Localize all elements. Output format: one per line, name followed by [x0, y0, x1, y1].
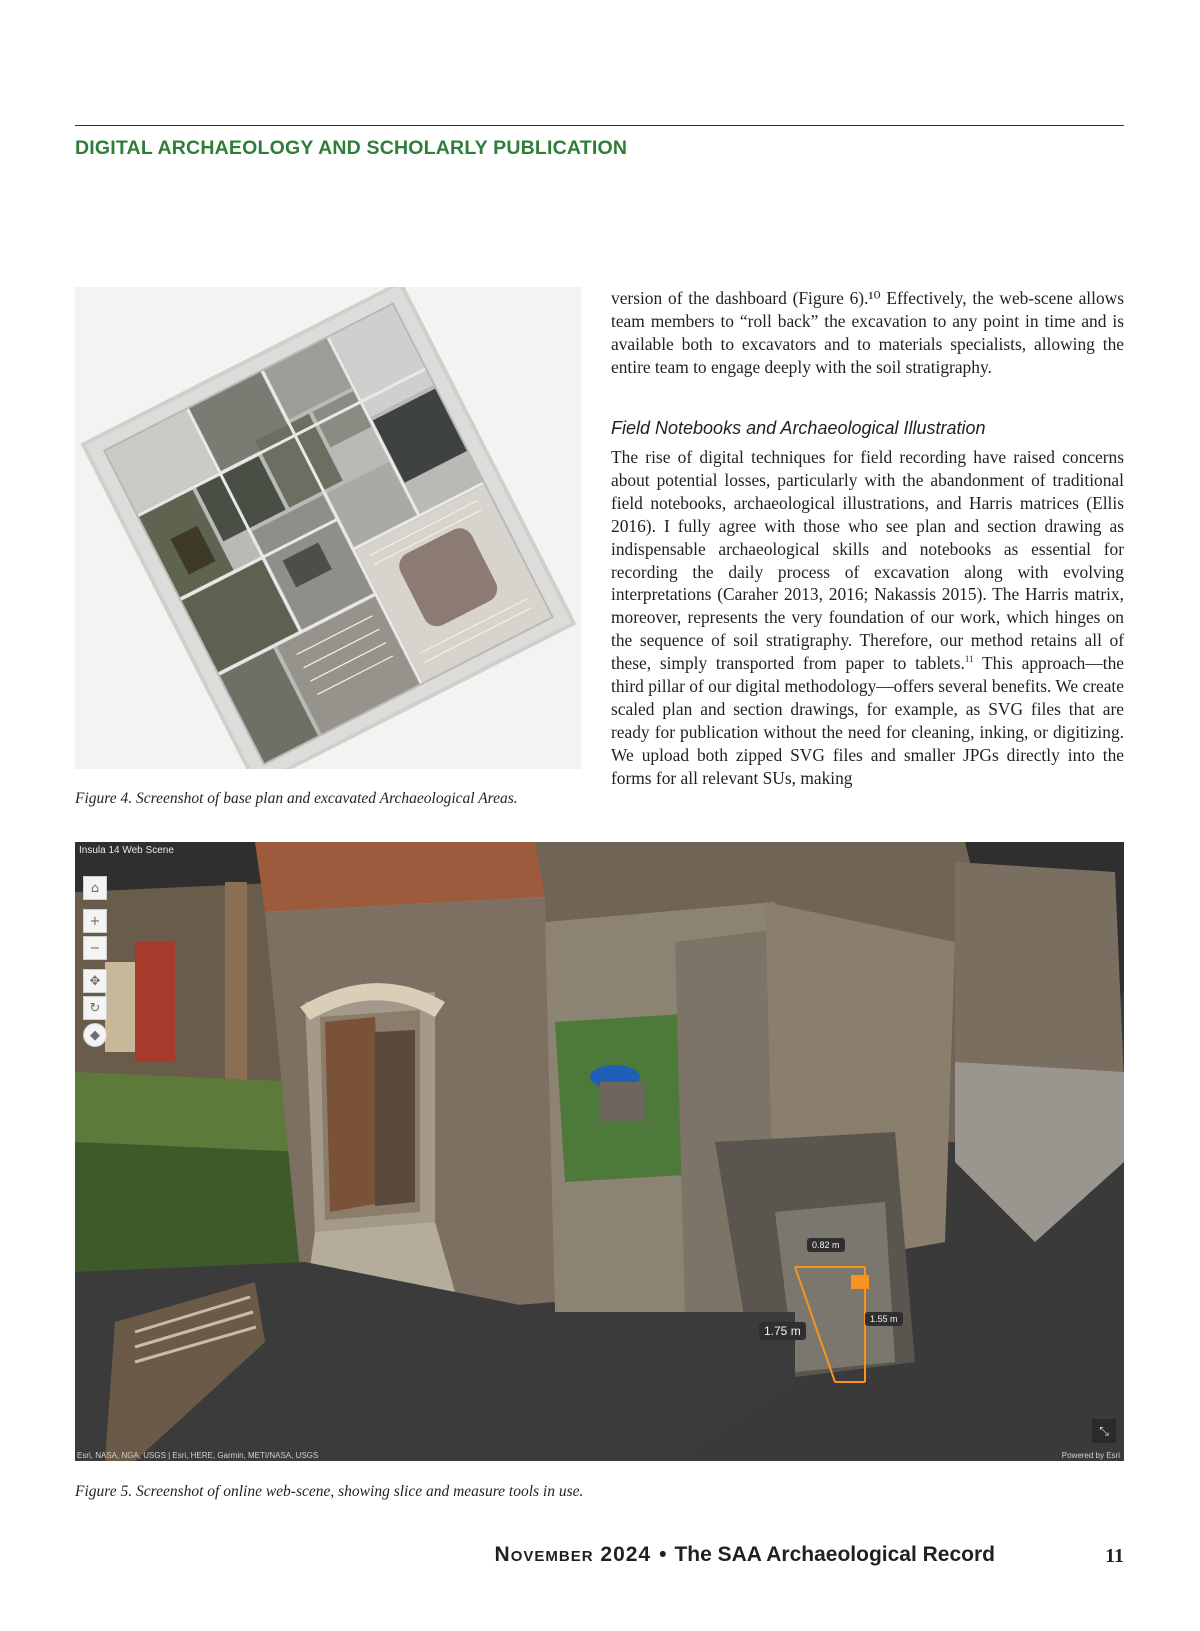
footer-journal: The SAA Archaeological Record [674, 1543, 995, 1566]
footer-month: November 2024 [494, 1543, 652, 1566]
subheading: Field Notebooks and Archaeological Illustration [611, 418, 986, 438]
page-number: 11 [1105, 1545, 1124, 1567]
map-toolbar [83, 876, 107, 1050]
measurement-label-top: 0.82 m [807, 1238, 845, 1252]
rotate-icon[interactable]: ↻ [83, 996, 107, 1020]
home-icon[interactable]: ⌂ [83, 876, 107, 900]
measurement-label-left: 1.75 m [759, 1322, 806, 1340]
fullscreen-icon[interactable]: ⤡ [1092, 1419, 1116, 1443]
footer-bullet: • [659, 1543, 667, 1566]
paragraph-text: The rise of digital techniques for field recording have raised concerns about potential losses, particularly with the abandonment of traditional field notebooks, archaeological illustrations, and Harris matrices (Ellis 2016). I fully agree with those who see plan and section drawing as indispensable archaeological skills and notebooks as essential for recording the daily process of excavation along with evolving interpretations (Caraher 2013, 2016; Nakassis 2015). The Harris matrix, moreover, represents the very foundation of our work, which hinges on the sequence of soil stratigraphy. Therefore, our method retains all of these, simply transported from paper to tablets. [611, 447, 1124, 674]
zoom-out-icon[interactable]: − [83, 936, 107, 960]
web-scene-title: Insula 14 Web Scene [79, 845, 174, 856]
zoom-in-icon[interactable]: + [83, 909, 107, 933]
compass-icon[interactable]: ◆ [83, 1023, 107, 1047]
footnote-ref: 11 [964, 654, 974, 665]
paragraph-text: version of the dashboard (Figure 6).¹⁰ Effectively, the web-scene allows team members to “roll back” the excavation to any point in time and is available both to excavators and to materials specialists, allowing the entire team to engage deeply with the soil stratigraphy. [611, 288, 1124, 377]
article-paragraph-1 [611, 287, 1124, 379]
map-attribution[interactable]: Esri, NASA, NGA, USGS | Esri, HERE, Garmin, METI/NASA, USGS [77, 1451, 319, 1460]
figure-4-image [75, 287, 581, 769]
powered-by-esri[interactable]: Powered by Esri [1061, 1451, 1120, 1460]
section-title: DIGITAL ARCHAEOLOGY AND SCHOLARLY PUBLICATION [75, 137, 628, 159]
paragraph-text-cont: This approach—the third pillar of our digital methodology—offers several benefits. We create scaled plan and section drawings, for example, as SVG files that are ready for publication without the need for cleaning, inking, or digitizing. We upload both zipped SVG files and smaller JPGs directly into the forms for all relevant SUs, making [611, 653, 1124, 788]
measurement-label-right: 1.55 m [865, 1312, 903, 1326]
page-footer [495, 1543, 995, 1567]
article-paragraph-2 [611, 446, 1124, 790]
header-rule [75, 125, 1124, 126]
figure-5-caption: Figure 5. Screenshot of online web-scene, showing slice and measure tools in use. [75, 1483, 584, 1500]
figure-5-web-scene[interactable] [75, 842, 1124, 1461]
pan-icon[interactable]: ✥ [83, 969, 107, 993]
figure-4-caption: Figure 4. Screenshot of base plan and excavated Archaeological Areas. [75, 790, 518, 807]
